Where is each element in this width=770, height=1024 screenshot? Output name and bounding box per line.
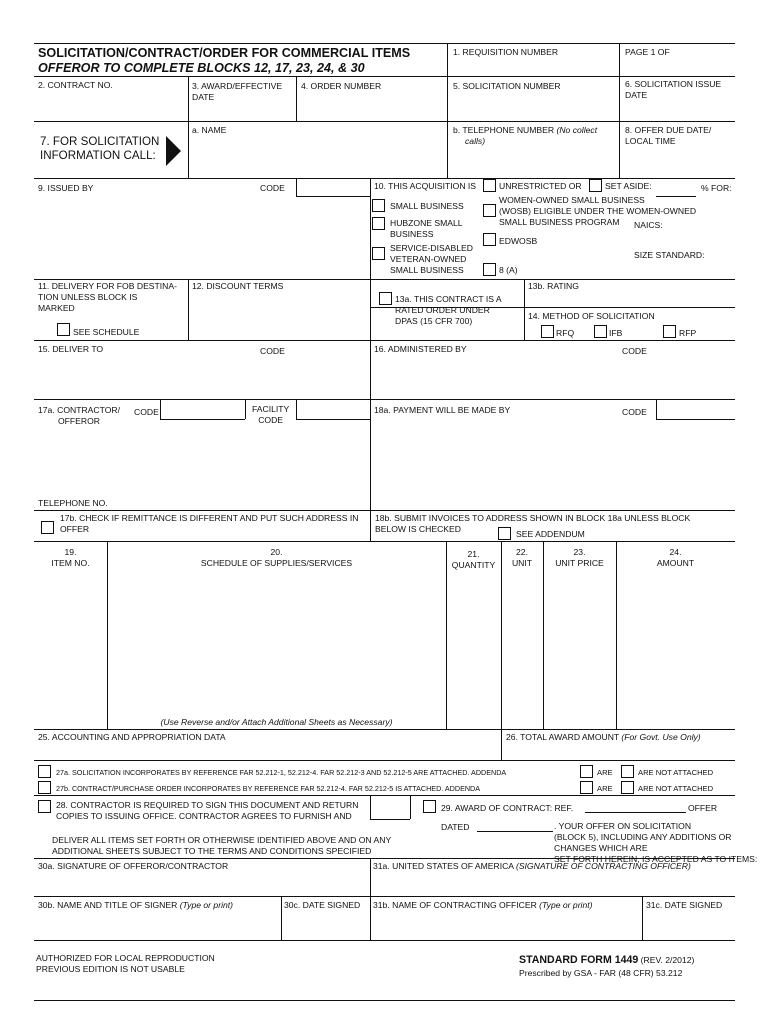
accounting-label: 25. ACCOUNTING AND APPROPRIATION DATA [38,732,226,742]
27a-are-checkbox[interactable] [580,765,593,778]
ifb-checkbox[interactable] [594,325,607,338]
rfp-checkbox[interactable] [663,325,676,338]
delivery-fob-label: 11. DELIVERY FOR FOB DESTINA- TION UNLESS BLOCK IS MARKED [38,281,177,313]
naics-label: NAICS: [634,220,663,230]
27b-are-label: ARE [597,784,613,793]
total-award-label: 26. TOTAL AWARD AMOUNT (For Govt. Use Only) [506,732,701,742]
telephone-label: b. TELEPHONE NUMBER (No collect [453,125,598,135]
dated-line[interactable] [477,831,553,832]
remittance-label: 17b. CHECK IF REMITTANCE IS DIFFERENT AND PUT SUCH ADDRESS IN OFFER [60,513,359,534]
27b-are-checkbox[interactable] [580,781,593,794]
27a-are-not-checkbox[interactable] [621,765,634,778]
quantity-header: 21. QUANTITY [451,549,496,570]
27a-checkbox[interactable] [38,765,51,778]
facility-code-label: FACILITY CODE [252,404,290,425]
method-label: 14. METHOD OF SOLICITATION [528,311,655,321]
rfp-label: RFP [679,328,697,338]
percent-for-label: % FOR: [701,183,732,193]
ifb-label: IFB [609,328,623,338]
discount-terms-label: 12. DISCOUNT TERMS [192,281,284,291]
27a-are-not-label: ARE NOT ATTACHED [638,768,714,777]
form-subtitle: OFFEROR TO COMPLETE BLOCKS 12, 17, 23, 24, & 30 [38,61,365,75]
8a-label: 8 (A) [499,265,518,275]
hubzone-checkbox[interactable] [372,217,385,230]
see-addendum-checkbox[interactable] [498,527,511,540]
order-number-label: 4. ORDER NUMBER [301,81,382,91]
date-signed-31c-label: 31c. DATE SIGNED [646,900,723,910]
acquisition-label: 10. THIS ACQUISITION IS [374,181,477,191]
unit-price-header: 23. UNIT PRICE [555,547,604,568]
rfq-checkbox[interactable] [541,325,554,338]
unrestricted-label: UNRESTRICTED OR [499,181,582,191]
rated-order-checkbox[interactable] [379,292,392,305]
size-standard-label: SIZE STANDARD: [634,250,705,260]
27b-are-not-label: ARE NOT ATTACHED [638,784,714,793]
rated-order-label: 13a. THIS CONTRACT IS A RATED ORDER UNDER DPAS (15 CFR 700) [395,294,502,326]
award-date-label: 3. AWARD/EFFECTIVE DATE [192,81,283,102]
signature-offeror-label: 30a. SIGNATURE OF OFFEROR/CONTRACTOR [38,861,229,871]
solicitation-number-label: 5. SOLICITATION NUMBER [453,81,561,91]
deliver-to-label: 15. DELIVER TO [38,344,104,354]
remittance-checkbox[interactable] [41,521,54,534]
dated-label: DATED [441,822,470,832]
offer-due-date-label: 8. OFFER DUE DATE/ LOCAL TIME [625,125,712,146]
small-business-label: SMALL BUSINESS [390,201,464,211]
unit-header: 22. UNIT [511,547,533,568]
telephone-note: calls) [465,136,486,146]
schedule-header: 20. SCHEDULE OF SUPPLIES/SERVICES [200,547,353,568]
standard-form-label: STANDARD FORM 1449 (REV. 2/2012) [519,954,695,966]
sdvosb-label: SERVICE-DISABLED VETERAN-OWNED SMALL BUSINESS [390,243,473,275]
27a-label: 27a. SOLICITATION INCORPORATES BY REFERENCE FAR 52.212-1, 52.212-4. FAR 52.212-3 AND 52.212-5 ARE ATTACHED. ADDENDA [56,768,507,777]
edwosb-checkbox[interactable] [483,233,496,246]
deliver-items-label: DELIVER ALL ITEMS SET FORTH OR OTHERWISE IDENTIFIED ABOVE AND ON ANY ADDITIONAL SHEETS SUBJECT TO THE TERMS AND CONDITIONS SPECIFIED [52,835,392,856]
telephone-no-label: TELEPHONE NO. [38,498,108,508]
offer-label: OFFER [688,803,718,813]
see-addendum-label: SEE ADDENDUM [516,529,585,539]
prescribed-label: Prescribed by GSA - FAR (48 CFR) 53.212 [519,968,683,978]
date-signed-30c-label: 30c. DATE SIGNED [284,900,361,910]
small-business-checkbox[interactable] [372,199,385,212]
deliver-to-code-label: CODE [260,346,285,356]
payment-code-label: CODE [622,407,647,417]
rating-label: 13b. RATING [528,281,579,291]
set-aside-label: SET ASIDE: [605,181,652,191]
amount-header: 24. AMOUNT [656,547,695,568]
28-checkbox[interactable] [38,800,51,813]
page-label: PAGE 1 OF [625,47,670,57]
your-offer-label: . YOUR OFFER ON SOLICITATION (BLOCK 5), INCLUDING ANY ADDITIONS OR CHANGES WHICH ARE SET FORTH HEREIN, IS ACCEPTED AS TO ITEMS: [554,821,758,864]
rfq-label: RFQ [556,328,575,338]
29-checkbox[interactable] [423,800,436,813]
use-reverse-note: (Use Reverse and/or Attach Additional Sheets as Necessary) [160,717,393,727]
solicitation-info-call-label: 7. FOR SOLICITATION INFORMATION CALL: [40,135,160,162]
27a-are-label: ARE [597,768,613,777]
authorized-reproduction: AUTHORIZED FOR LOCAL REPRODUCTION PREVIOUS EDITION IS NOT USABLE [36,953,215,974]
unrestricted-checkbox[interactable] [483,179,496,192]
wosb-checkbox[interactable] [483,204,496,217]
requisition-number-label: 1. REQUISITION NUMBER [453,47,559,57]
edwosb-label: EDWOSB [499,236,538,246]
item-no-header: 19. ITEM NO. [51,547,90,568]
ref-line[interactable] [585,812,686,813]
wosb-label: WOMEN-OWNED SMALL BUSINESS (WOSB) ELIGIBLE UNDER THE WOMEN-OWNED SMALL BUSINESS PROGRAM [499,195,697,227]
contractor-sign-label: 28. CONTRACTOR IS REQUIRED TO SIGN THIS DOCUMENT AND RETURN COPIES TO ISSUING OFFICE. CONTRACTOR AGREES TO FURNISH AND [56,800,359,821]
27b-label: 27b. CONTRACT/PURCHASE ORDER INCORPORATES BY REFERENCE FAR 52.212-4. FAR 52.212-5 IS ATTACHED. ADDENDA [56,784,481,793]
payment-by-label: 18a. PAYMENT WILL BE MADE BY [374,405,511,415]
issued-by-code-label: CODE [260,183,285,193]
form-title: SOLICITATION/CONTRACT/ORDER FOR COMMERCIAL ITEMS [38,46,411,60]
see-schedule-checkbox[interactable] [57,323,70,336]
administered-by-code-label: CODE [622,346,647,356]
name-label: a. NAME [192,125,227,135]
8a-checkbox[interactable] [483,263,496,276]
27b-are-not-checkbox[interactable] [621,781,634,794]
sdvosb-checkbox[interactable] [372,247,385,260]
contractor-label-2: OFFEROR [58,416,101,426]
submit-invoices-label: 18b. SUBMIT INVOICES TO ADDRESS SHOWN IN BLOCK 18a UNLESS BLOCK BELOW IS CHECKED [375,513,691,534]
contracting-officer-label: 31b. NAME OF CONTRACTING OFFICER (Type or print) [373,900,593,910]
solicitation-issue-date-label: 6. SOLICITATION ISSUE DATE [625,79,722,100]
27b-checkbox[interactable] [38,781,51,794]
contractor-code-label: CODE [134,407,159,417]
signature-usa-label: 31a. UNITED STATES OF AMERICA (SIGNATURE OF CONTRACTING OFFICER) [373,861,691,871]
hubzone-label: HUBZONE SMALL BUSINESS [390,218,463,239]
set-aside-checkbox[interactable] [589,179,602,192]
signer-name-label: 30b. NAME AND TITLE OF SIGNER (Type or print) [38,900,234,910]
award-contract-label: 29. AWARD OF CONTRACT: REF. [441,803,574,813]
contractor-label: 17a. CONTRACTOR/ [38,405,120,415]
issued-by-label: 9. ISSUED BY [38,183,94,193]
administered-by-label: 16. ADMINISTERED BY [374,344,467,354]
contract-no-label: 2. CONTRACT NO. [38,80,113,90]
arrow-right-icon [166,136,181,166]
see-schedule-label: SEE SCHEDULE [73,327,140,337]
